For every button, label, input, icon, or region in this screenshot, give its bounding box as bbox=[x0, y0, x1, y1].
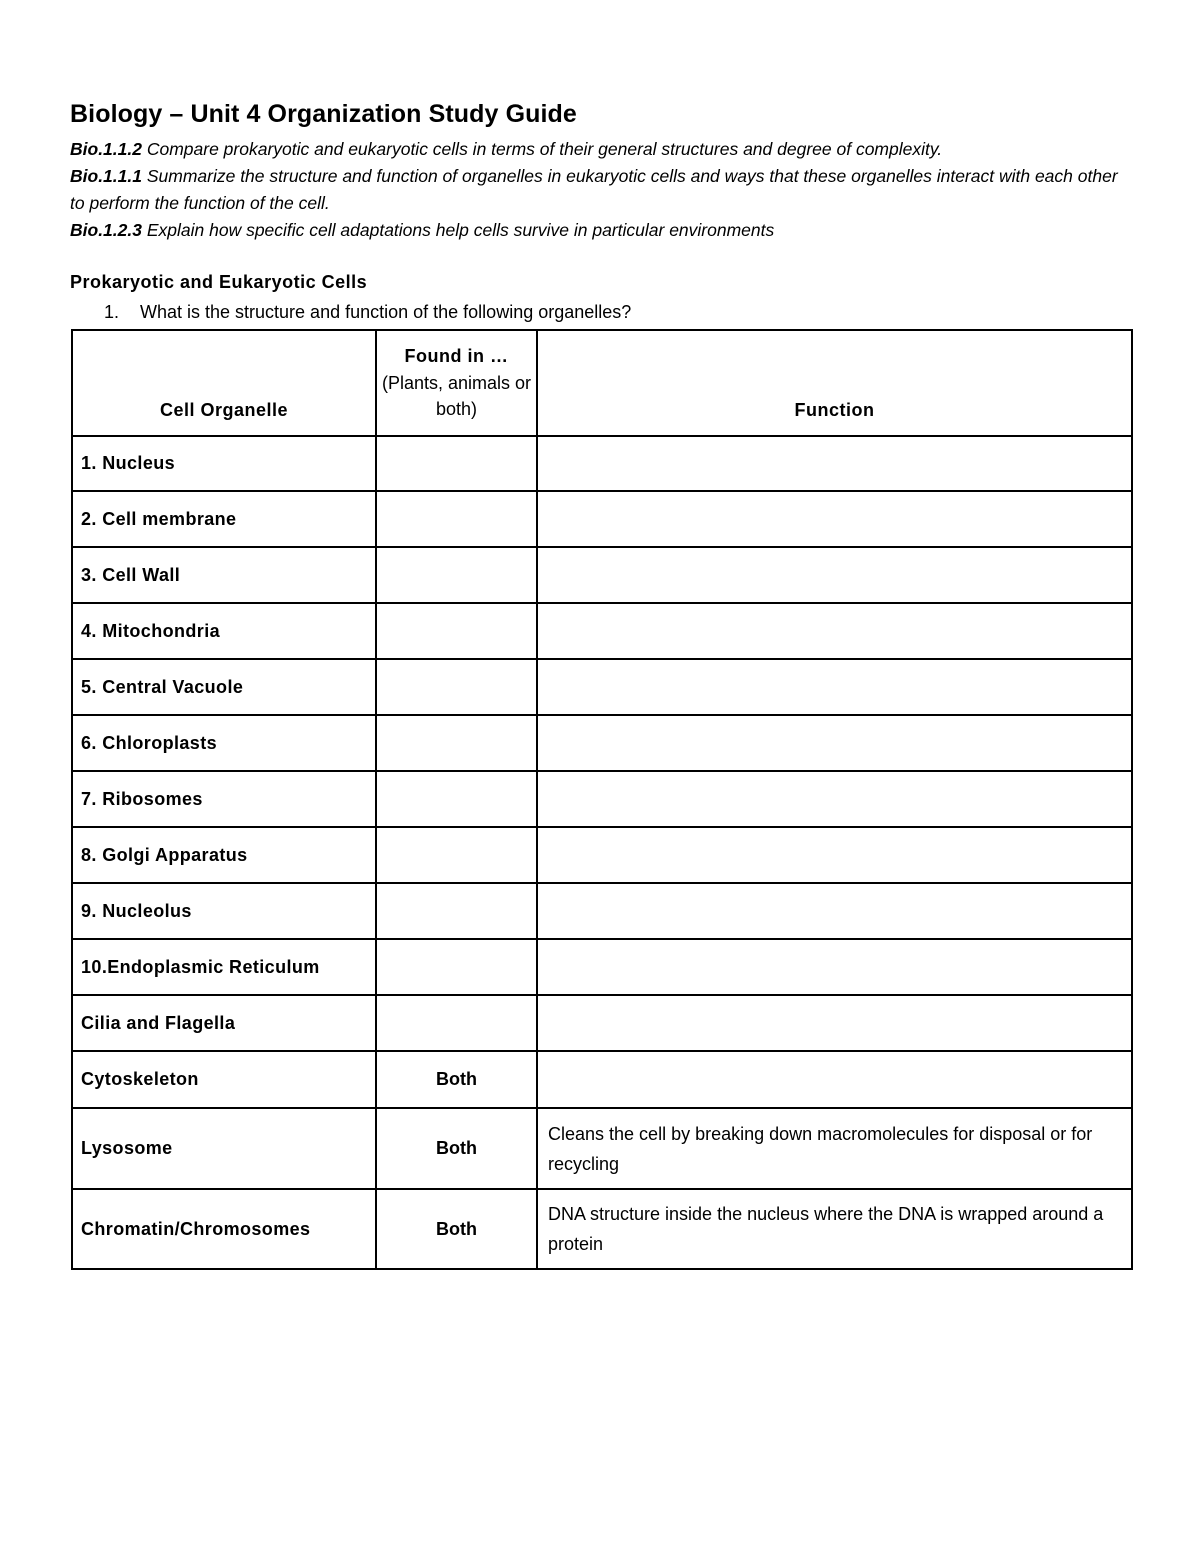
organelle-cell: 3. Cell Wall bbox=[72, 547, 376, 603]
standard-code: Bio.1.2.3 bbox=[70, 220, 142, 240]
function-cell[interactable] bbox=[537, 883, 1132, 939]
found-in-cell[interactable] bbox=[376, 827, 537, 883]
section-heading: Prokaryotic and Eukaryotic Cells bbox=[70, 272, 368, 292]
table-row bbox=[72, 771, 1132, 827]
table-row bbox=[72, 547, 1132, 603]
header-cell-found-in bbox=[376, 330, 537, 436]
function-cell[interactable] bbox=[537, 491, 1132, 547]
found-in-cell[interactable] bbox=[376, 436, 537, 491]
found-in-cell[interactable] bbox=[376, 491, 537, 547]
table-row bbox=[72, 603, 1132, 659]
organelle-cell: Chromatin/Chromosomes bbox=[72, 1189, 376, 1269]
standard-1 bbox=[70, 136, 1120, 163]
found-in-cell[interactable] bbox=[376, 603, 537, 659]
standard-text: Compare prokaryotic and eukaryotic cells in terms of their general structures and degree of complexity. bbox=[141, 139, 943, 159]
organelle-cell: 7. Ribosomes bbox=[72, 771, 376, 827]
function-cell[interactable]: Cleans the cell by breaking down macromolecules for disposal or for recycling bbox=[537, 1108, 1132, 1189]
header-cell-organelle: Cell Organelle bbox=[72, 330, 376, 436]
table-row bbox=[72, 827, 1132, 883]
found-in-cell[interactable] bbox=[376, 883, 537, 939]
organelle-cell: 2. Cell membrane bbox=[72, 491, 376, 547]
found-in-cell[interactable] bbox=[376, 939, 537, 995]
found-in-cell[interactable] bbox=[376, 715, 537, 771]
table-row bbox=[72, 436, 1132, 491]
found-in-cell[interactable]: Both bbox=[376, 1189, 537, 1269]
organelle-cell: 8. Golgi Apparatus bbox=[72, 827, 376, 883]
function-cell[interactable] bbox=[537, 771, 1132, 827]
header-found-in-sub: (Plants, animals or both) bbox=[381, 373, 532, 419]
function-cell[interactable] bbox=[537, 603, 1132, 659]
standard-2 bbox=[70, 163, 1120, 217]
organelle-table bbox=[71, 329, 1133, 1270]
organelle-cell: 10.Endoplasmic Reticulum bbox=[72, 939, 376, 995]
standard-text: Summarize the structure and function of organelles in eukaryotic cells and ways that these organelles interact with each other to perform the function of the cell. bbox=[70, 166, 1118, 213]
table-row bbox=[72, 995, 1132, 1051]
found-in-cell[interactable] bbox=[376, 771, 537, 827]
standard-code: Bio.1.1.1 bbox=[70, 166, 142, 186]
table-row bbox=[72, 939, 1132, 995]
table-row bbox=[72, 659, 1132, 715]
organelle-cell: 5. Central Vacuole bbox=[72, 659, 376, 715]
table-row bbox=[72, 1051, 1132, 1108]
table-row bbox=[72, 491, 1132, 547]
organelle-cell: 1. Nucleus bbox=[72, 436, 376, 491]
found-in-cell[interactable]: Both bbox=[376, 1108, 537, 1189]
function-cell[interactable] bbox=[537, 547, 1132, 603]
header-found-in-label: Found in … bbox=[404, 346, 509, 366]
function-cell[interactable] bbox=[537, 1051, 1132, 1108]
question-text: What is the structure and function of the following organelles? bbox=[140, 302, 632, 322]
function-cell[interactable] bbox=[537, 659, 1132, 715]
found-in-cell[interactable]: Both bbox=[376, 1051, 537, 1108]
function-cell[interactable] bbox=[537, 436, 1132, 491]
function-cell[interactable] bbox=[537, 939, 1132, 995]
table-header-row bbox=[72, 330, 1132, 436]
question-number: 1. bbox=[104, 302, 120, 322]
question bbox=[104, 302, 631, 323]
organelle-cell: Cilia and Flagella bbox=[72, 995, 376, 1051]
table-row bbox=[72, 883, 1132, 939]
organelle-cell: Cytoskeleton bbox=[72, 1051, 376, 1108]
table-row bbox=[72, 1189, 1132, 1269]
header-cell-function: Function bbox=[537, 330, 1132, 436]
table-row bbox=[72, 715, 1132, 771]
table-row bbox=[72, 1108, 1132, 1189]
organelle-cell: Lysosome bbox=[72, 1108, 376, 1189]
page-title: Biology – Unit 4 Organization Study Guide bbox=[70, 100, 577, 128]
found-in-cell[interactable] bbox=[376, 547, 537, 603]
function-cell[interactable]: DNA structure inside the nucleus where the DNA is wrapped around a protein bbox=[537, 1189, 1132, 1269]
standard-3 bbox=[70, 217, 1120, 244]
function-cell[interactable] bbox=[537, 995, 1132, 1051]
function-cell[interactable] bbox=[537, 827, 1132, 883]
standard-text: Explain how specific cell adaptations help cells survive in particular environments bbox=[141, 220, 775, 240]
organelle-cell: 4. Mitochondria bbox=[72, 603, 376, 659]
function-cell[interactable] bbox=[537, 715, 1132, 771]
found-in-cell[interactable] bbox=[376, 995, 537, 1051]
organelle-cell: 9. Nucleolus bbox=[72, 883, 376, 939]
found-in-cell[interactable] bbox=[376, 659, 537, 715]
standard-code: Bio.1.1.2 bbox=[70, 139, 142, 159]
organelle-cell: 6. Chloroplasts bbox=[72, 715, 376, 771]
